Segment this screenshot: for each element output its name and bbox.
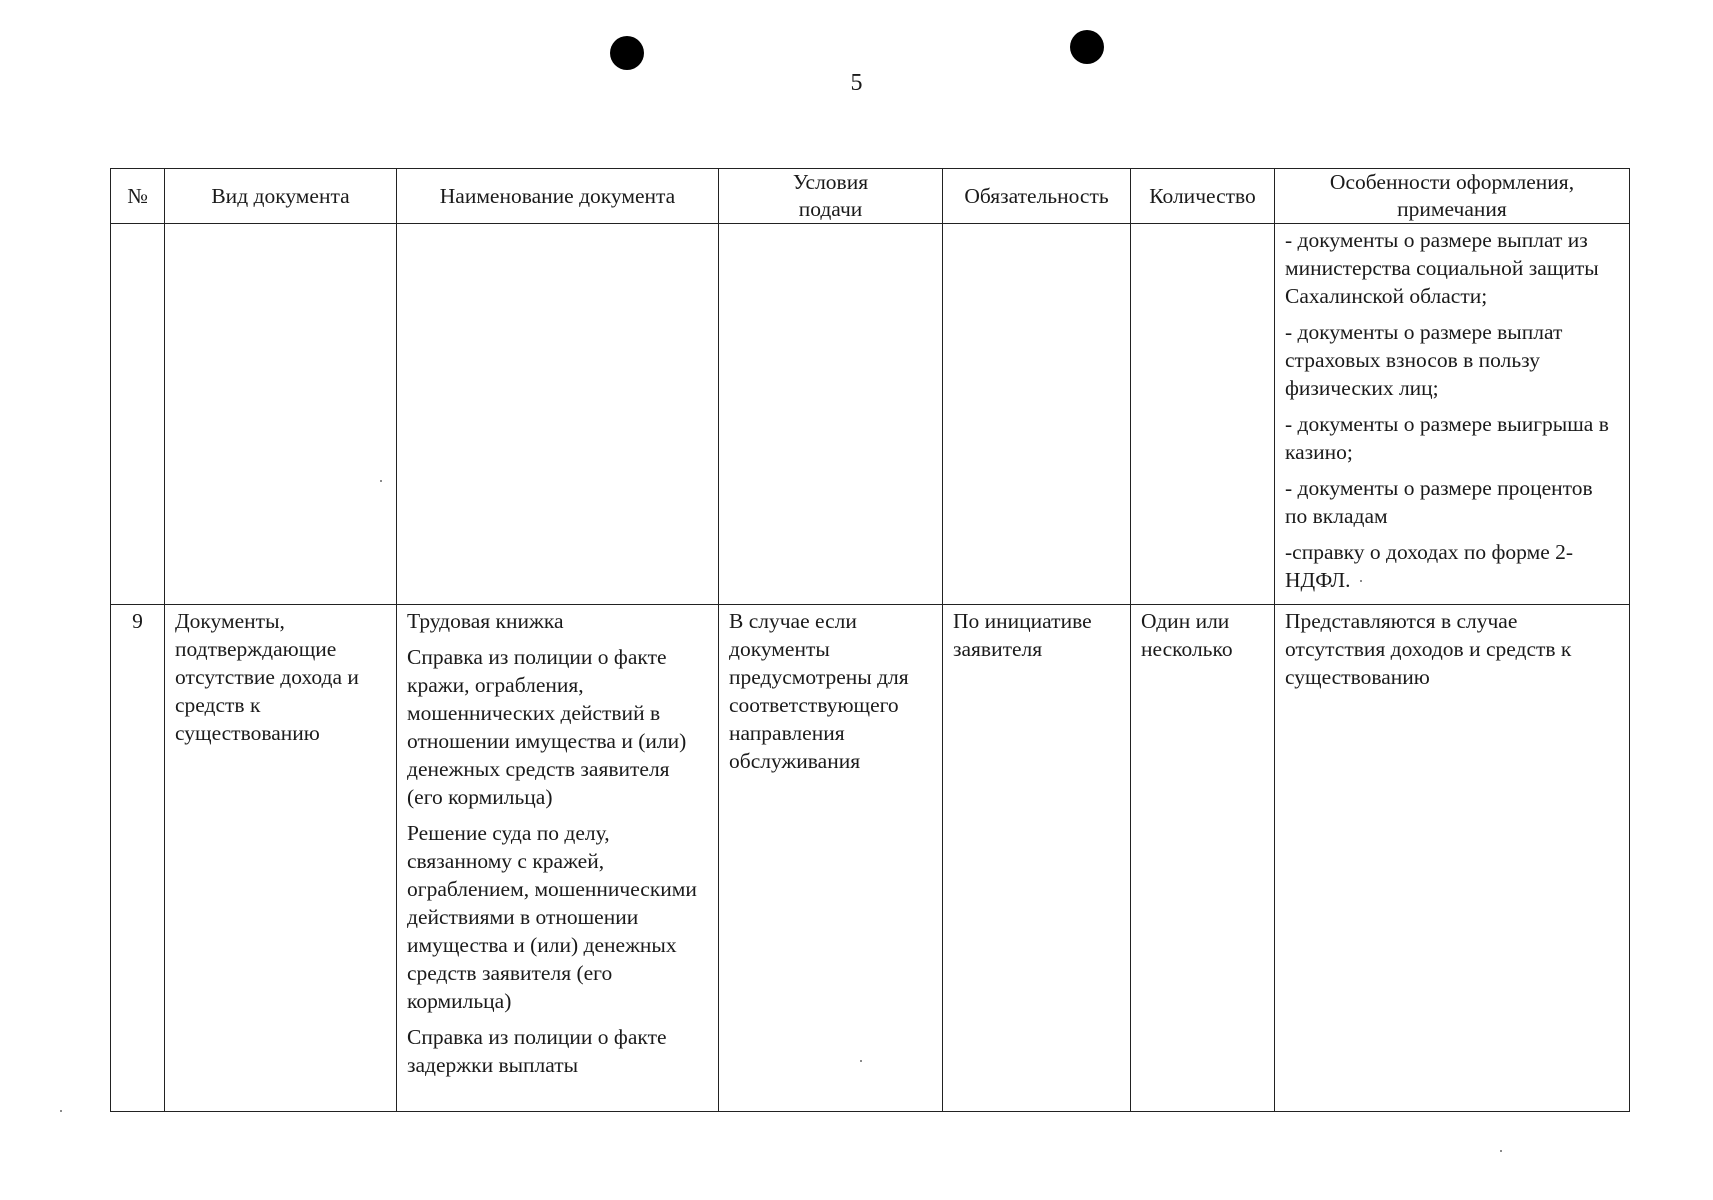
- cell-empty: [111, 224, 165, 605]
- header-doc-type: Вид документа: [165, 169, 397, 224]
- punch-hole-left: [610, 36, 644, 70]
- cell-obligation: По инициативе заявителя: [943, 605, 1131, 1112]
- note-item: - документы о размере выплат страховых взносов в пользу физических лиц;: [1285, 320, 1563, 400]
- note-item: -справку о доходах по форме 2-НДФЛ.: [1285, 540, 1574, 592]
- table-row-continuation: [111, 224, 1630, 605]
- cell-empty: [943, 224, 1131, 605]
- cell-empty: [397, 224, 719, 605]
- header-obligation: Обязательность: [943, 169, 1131, 224]
- cell-doc-type: Документы, подтверждающие отсутствие дохода и средств к существованию: [165, 605, 397, 1112]
- header-conditions: Условия подачи: [719, 169, 943, 224]
- doc-name-item: Справка из полиции о факте задержки выплаты: [407, 1025, 667, 1077]
- note-item: - документы о размере процентов по вкладам: [1285, 476, 1593, 528]
- cell-number: 9: [111, 605, 165, 1112]
- punch-hole-right: [1070, 30, 1104, 64]
- cell-conditions: В случае если документы предусмотрены для соответствующего направления обслуживания: [719, 605, 943, 1112]
- documents-table: [110, 168, 1630, 1112]
- cell-doc-names: [397, 605, 719, 1112]
- cell-empty: [165, 224, 397, 605]
- scan-speck: [860, 1060, 862, 1062]
- doc-name-item: Решение суда по делу, связанному с кражей, ограблением, мошенническими действиями в отношении имущества и (или) денежных средств заявителя (его кормильца): [407, 821, 697, 1013]
- cell-empty: [719, 224, 943, 605]
- cell-notes: Представляются в случае отсутствия доходов и средств к существованию: [1275, 605, 1630, 1112]
- scan-speck: [1360, 580, 1362, 582]
- table-header-row: [111, 169, 1630, 224]
- scan-speck: [1500, 1150, 1502, 1152]
- cell-quantity: Один или несколько: [1131, 605, 1275, 1112]
- scan-speck: [380, 480, 382, 482]
- header-number: №: [111, 169, 165, 224]
- note-item: - документы о размере выигрыша в казино;: [1285, 412, 1609, 464]
- doc-name-item: Трудовая книжка: [407, 609, 564, 633]
- header-quantity: Количество: [1131, 169, 1275, 224]
- cell-empty: [1131, 224, 1275, 605]
- scan-speck: [60, 1110, 62, 1112]
- page-number: 5: [850, 70, 863, 96]
- note-item: - документы о размере выплат из министерства социальной защиты Сахалинской области;: [1285, 228, 1599, 308]
- cell-notes-continuation: [1275, 224, 1630, 605]
- doc-name-item: Справка из полиции о факте кражи, ограбления, мошеннических действий в отношении имущества и (или) денежных средств заявителя (его кормильца): [407, 645, 687, 809]
- table-row-9: [111, 605, 1630, 1112]
- header-notes: Особенности оформления, примечания: [1275, 169, 1630, 224]
- header-doc-name: Наименование документа: [397, 169, 719, 224]
